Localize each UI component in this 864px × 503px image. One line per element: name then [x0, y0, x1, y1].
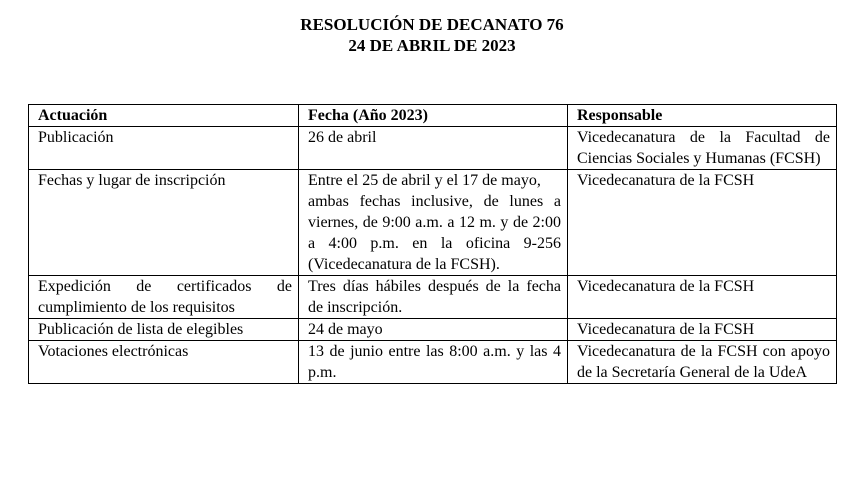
column-header-responsable: Responsable [568, 105, 837, 127]
table-row [29, 170, 837, 276]
cell-responsable [568, 319, 837, 341]
cell-fecha [299, 276, 568, 319]
document-title: RESOLUCIÓN DE DECANATO 76 [300, 15, 564, 34]
cell-actuacion: Votaciones electrónicas [29, 341, 299, 384]
document-header [0, 14, 864, 56]
cell-responsable [568, 170, 837, 276]
cell-fecha-text: 24 de mayo [308, 321, 383, 338]
cell-fecha-text: 26 de abril [308, 129, 377, 146]
cell-responsable-text: Vicedecanatura de la Facultad de Ciencias Sociales y Humanas (FCSH) [577, 129, 830, 167]
cell-actuacion: Fechas y lugar de inscripción [29, 170, 299, 276]
cell-fecha [299, 319, 568, 341]
cell-fecha-text: Entre el 25 de abril y el 17 de mayo, [308, 172, 541, 189]
cell-responsable [568, 127, 837, 170]
cell-responsable-text: Vicedecanatura de la FCSH [577, 278, 755, 295]
column-header-fecha: Fecha (Año 2023) [299, 105, 568, 127]
table-row [29, 276, 837, 319]
cell-fecha [299, 127, 568, 170]
document-date: 24 DE ABRIL DE 2023 [348, 36, 516, 55]
cell-responsable [568, 276, 837, 319]
cell-actuacion: Expedición de certificados de cumplimiento de los requisitos [29, 276, 299, 319]
cell-responsable-text: Vicedecanatura de la FCSH [577, 321, 755, 338]
cell-fecha-text: ambas fechas inclusive, de lunes a viernes, de 9:00 a.m. a 12 m. y de 2:00 a 4:00 p.m. en la oficina 9-256 (Vicedecanatura de la FCSH). [308, 193, 561, 273]
cell-fecha [299, 341, 568, 384]
table-row [29, 319, 837, 341]
table-header-row [29, 105, 837, 127]
cell-fecha [299, 170, 568, 276]
table-row [29, 341, 837, 384]
cell-actuacion: Publicación [29, 127, 299, 170]
cell-actuacion: Publicación de lista de elegibles [29, 319, 299, 341]
cell-fecha-text: Tres días hábiles después de la fecha de inscripción. [308, 278, 561, 316]
cell-responsable-text: Vicedecanatura de la FCSH [577, 172, 755, 189]
cell-responsable-text: Vicedecanatura de la FCSH con apoyo de la Secretaría General de la UdeA [577, 343, 830, 381]
column-header-actuacion: Actuación [29, 105, 299, 127]
table-row [29, 127, 837, 170]
cell-fecha-text: 13 de junio entre las 8:00 a.m. y las 4 p.m. [308, 343, 561, 381]
cell-responsable [568, 341, 837, 384]
schedule-table [28, 104, 837, 384]
